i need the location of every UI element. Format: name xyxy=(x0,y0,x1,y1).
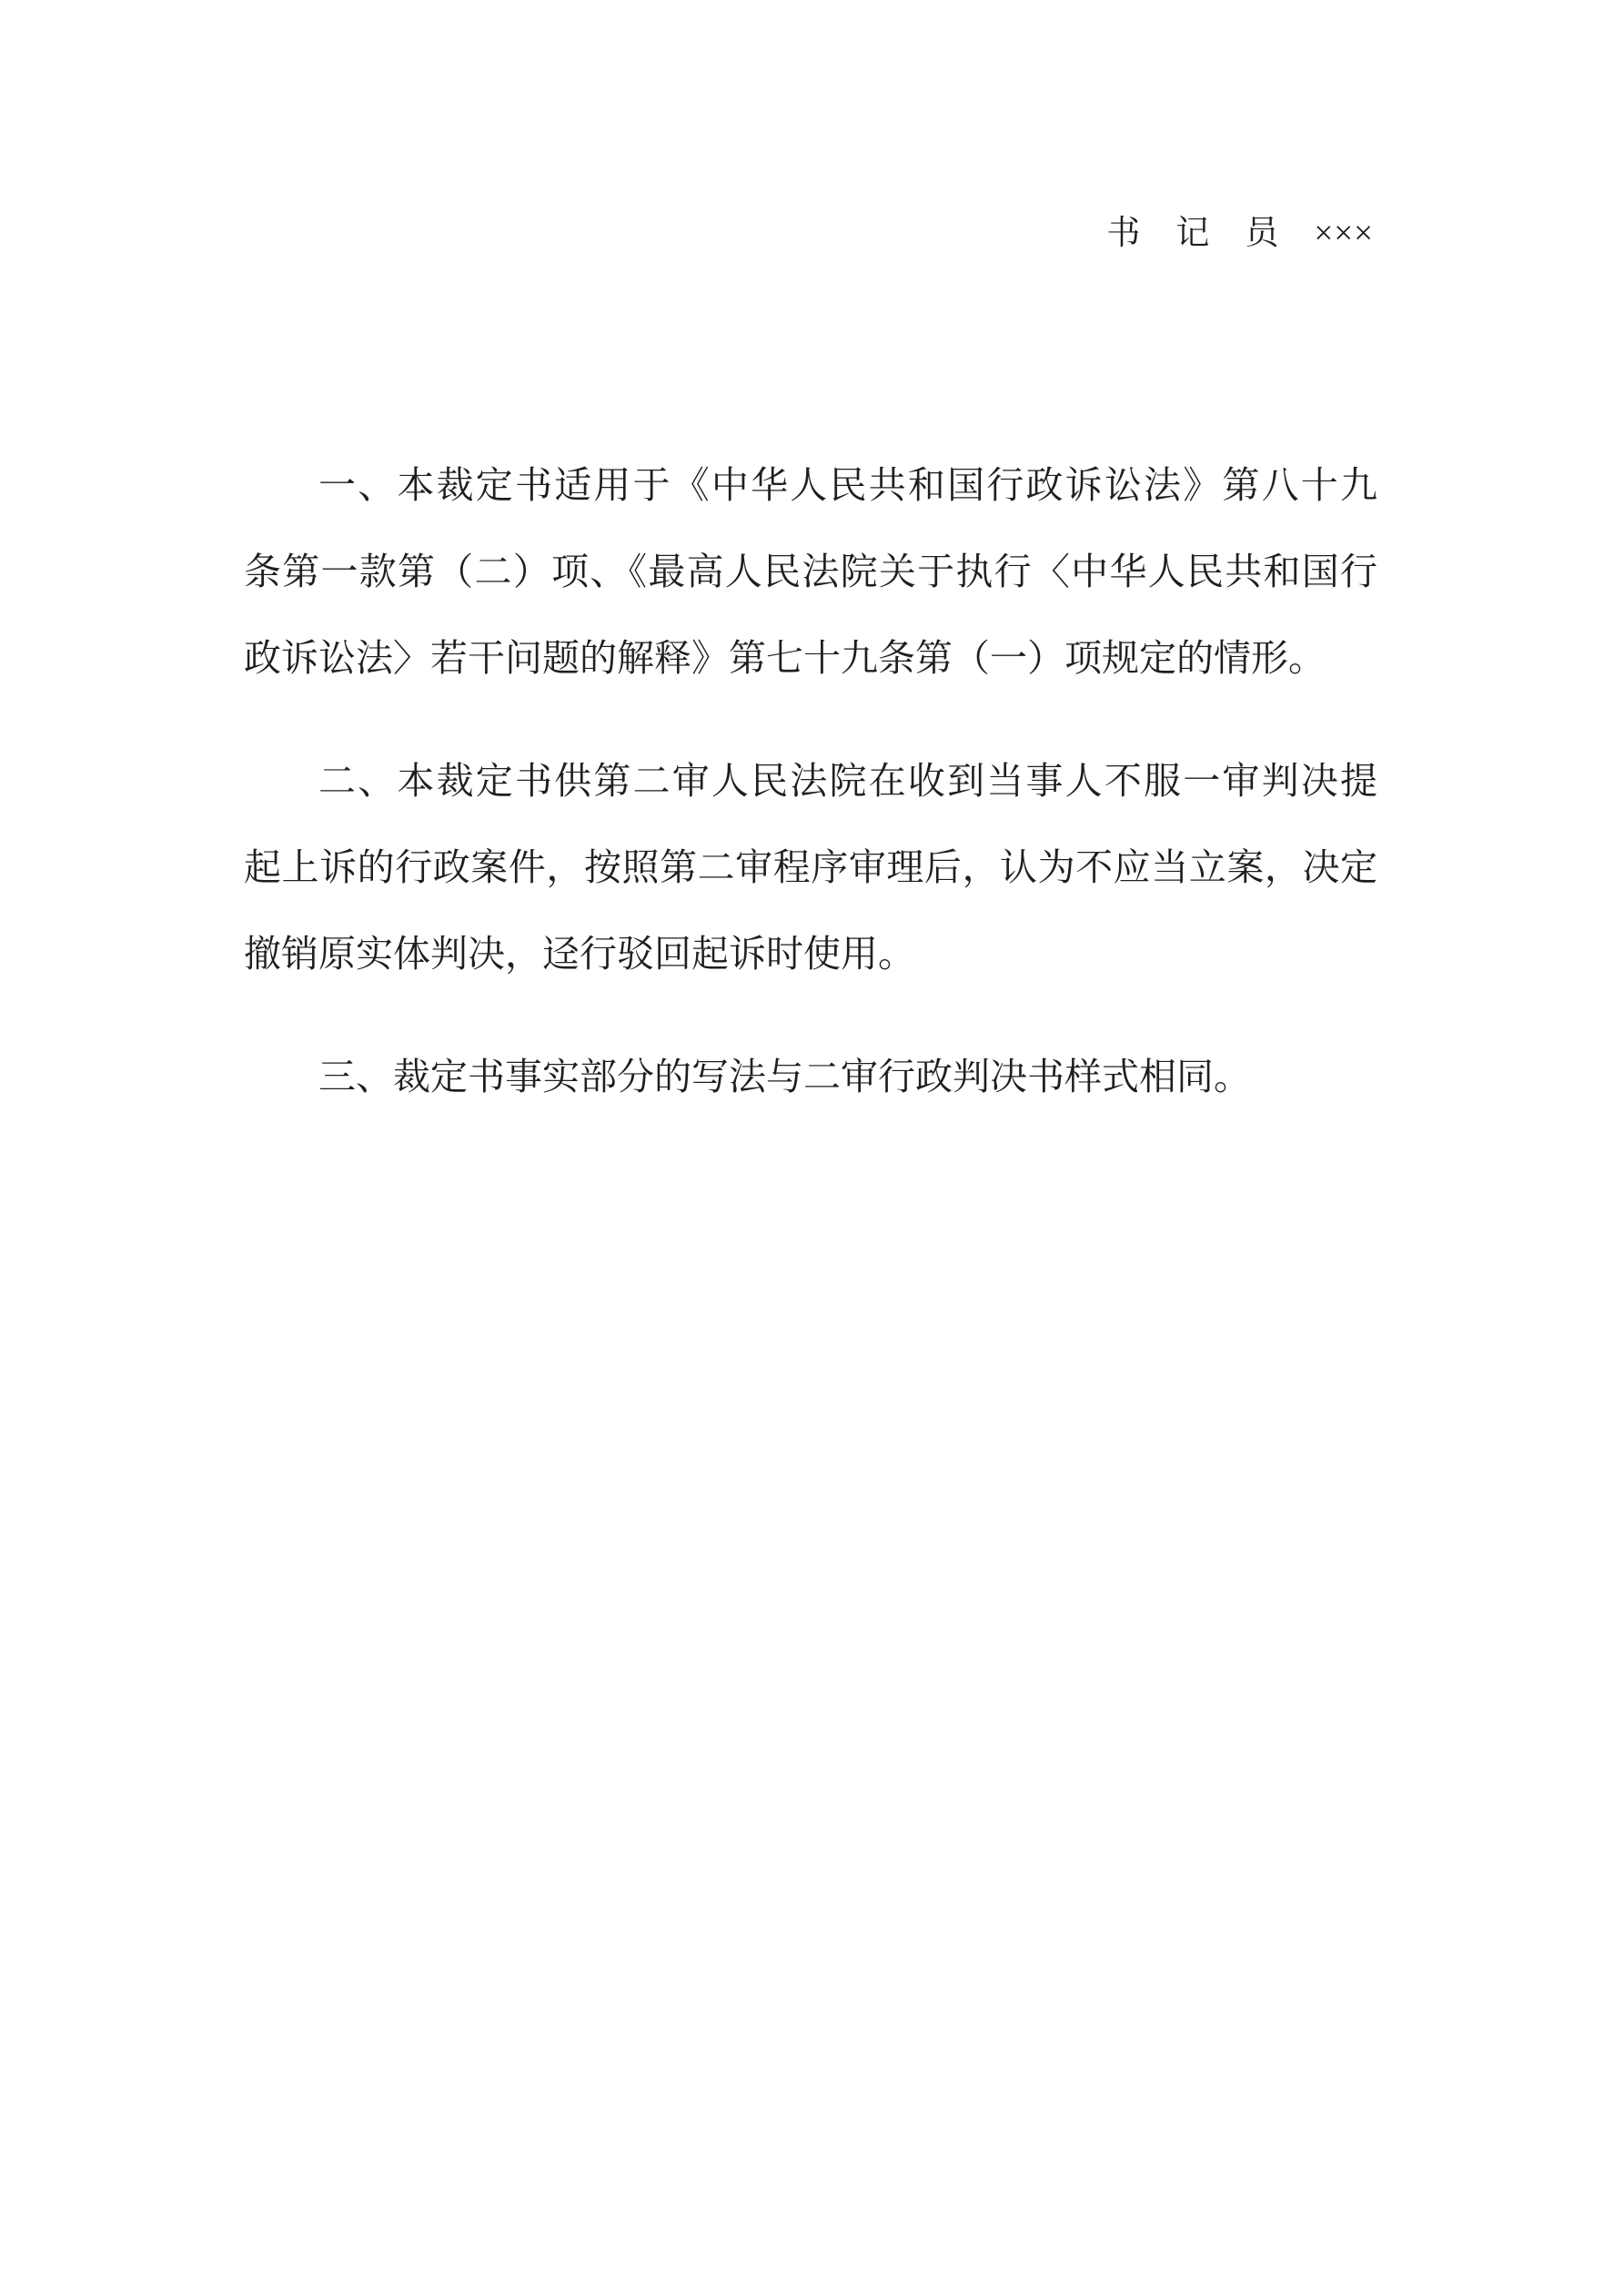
note-paragraph-1 xyxy=(244,442,1377,702)
text-line: 三、裁定书事实部分的写法与二审行政判决书样式相同。 xyxy=(318,1056,1251,1097)
text-line: 一、本裁定书适用于《中华人民共和国行政诉讼法》第八十九 xyxy=(318,464,1377,506)
text-line: 起上诉的行政案件，按照第二审程序审理后，认为不应当立案，决定 xyxy=(244,846,1377,888)
note-paragraph-3 xyxy=(244,1034,1377,1120)
notes-section xyxy=(244,442,1377,1120)
note-paragraph-2 xyxy=(244,738,1377,997)
clerk-signature-line: 书 记 员 ××× xyxy=(1106,215,1374,252)
text-line: 撤销原实体判决，迳行驳回起诉时使用。 xyxy=(244,933,915,975)
text-line: 条第一款第（二）项、《最高人民法院关于执行〈中华人民共和国行 xyxy=(244,551,1377,592)
text-line: 二、本裁定书供第二审人民法院在收到当事人不服一审判决提 xyxy=(318,760,1377,802)
text-line: 政诉讼法〉若干问题的解释》第七十九条第（一）项规定的情形。 xyxy=(244,637,1326,679)
